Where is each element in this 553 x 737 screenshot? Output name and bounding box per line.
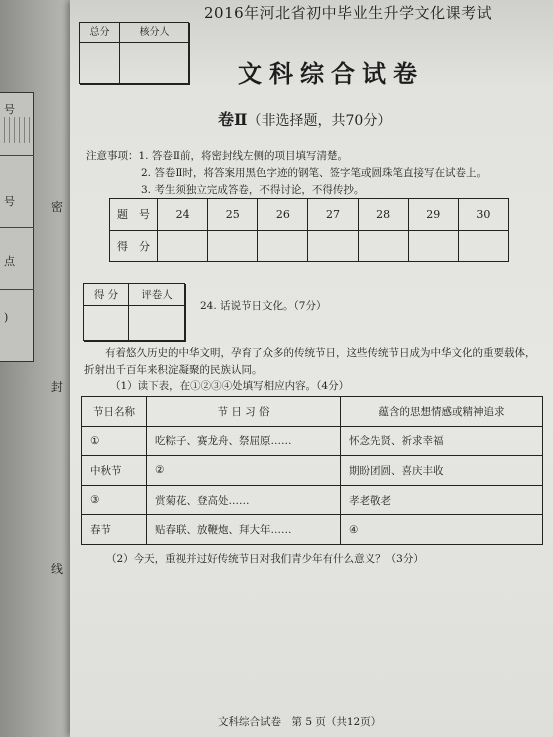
question-number: 30: [458, 199, 508, 231]
score-cell[interactable]: [208, 230, 258, 262]
question-number: 26: [258, 199, 308, 231]
strip-hatch: [4, 117, 30, 143]
strip-char: 号: [4, 103, 15, 116]
score-label: 得 分: [84, 284, 129, 306]
strip-rule: [0, 155, 34, 156]
score-cell[interactable]: [408, 230, 458, 262]
total-score-label: 总分: [80, 23, 120, 43]
question-number-label: 题 号: [110, 199, 158, 231]
score-cell[interactable]: [358, 230, 408, 262]
seal-line-char: 密: [51, 200, 64, 214]
table-header: 蕴含的思想情感或精神追求: [341, 397, 543, 427]
score-cell[interactable]: [458, 230, 508, 262]
question-grader-box: [83, 283, 185, 341]
score-label: 得 分: [110, 230, 158, 262]
table-cell: 期盼团圆、喜庆丰收: [341, 456, 543, 486]
blank-cell[interactable]: ③: [82, 485, 147, 515]
question-number: 28: [358, 199, 408, 231]
question-number: 27: [308, 199, 358, 231]
table-row: [82, 515, 543, 545]
strip-char: 号: [4, 195, 15, 208]
student-info-box: [0, 92, 34, 362]
table-cell: 怀念先贤、祈求幸福: [341, 426, 543, 456]
strip-rule: [0, 227, 34, 228]
exam-page: [70, 0, 553, 737]
volume-title: [218, 107, 391, 130]
table-cell: 吃粽子、赛龙舟、祭屈原……: [147, 426, 341, 456]
grader-label: 评卷人: [129, 284, 186, 306]
checker-label: 核分人: [120, 23, 190, 43]
question-title: 24. 话说节日文化。（7分）: [200, 300, 327, 312]
table-row: [82, 456, 543, 486]
score-cell[interactable]: [158, 230, 208, 262]
checker-cell[interactable]: [120, 43, 190, 85]
table-cell: 春节: [82, 515, 147, 545]
instruction-item: 3. 考生须独立完成答卷，不得讨论，不得传抄。: [141, 184, 365, 196]
strip-char: ): [4, 311, 9, 324]
page-footer: 文科综合试卷 第 5 页（共12页）: [218, 716, 382, 728]
question-number: 25: [208, 199, 258, 231]
score-cell[interactable]: [84, 306, 129, 342]
table-row: [82, 426, 543, 456]
score-cell[interactable]: [308, 230, 358, 262]
table-header: 节 日 习 俗: [147, 397, 341, 427]
question-paragraph: 有着悠久历史的中华文明，孕育了众多的传统节日，这些传统节日成为中华文化的重要载体，折射出千百年来积淀凝聚的民族认同。: [84, 347, 536, 376]
score-cell[interactable]: [258, 230, 308, 262]
adjacent-page-strip: [0, 0, 72, 737]
total-score-box: [79, 22, 189, 84]
strip-char: 点: [4, 255, 15, 268]
instructions: [86, 148, 487, 199]
blank-cell[interactable]: ①: [82, 426, 147, 456]
table-cell: 赏菊花、登高处……: [147, 485, 341, 515]
grader-cell[interactable]: [129, 306, 186, 342]
sub-question-2: （2）今天，重视并过好传统节日对我们青少年有什么意义？（3分）: [106, 553, 424, 565]
instruction-item: 1. 答卷Ⅱ前，将密封线左侧的项目填写清楚。: [138, 150, 348, 162]
instruction-item: 2. 答卷Ⅱ时，将答案用黑色字迹的钢笔、签字笔或圆珠笔直接写在试卷上。: [141, 167, 487, 179]
table-cell: 贴春联、放鞭炮、拜大年……: [147, 515, 341, 545]
table-cell: 中秋节: [82, 456, 147, 486]
volume-label: 卷Ⅱ: [218, 110, 248, 129]
table-header: 节日名称: [82, 397, 147, 427]
question-number: 29: [408, 199, 458, 231]
blank-cell[interactable]: ②: [147, 456, 341, 486]
total-score-cell[interactable]: [80, 43, 120, 85]
exam-title: 2016年河北省初中毕业生升学文化课考试: [204, 4, 493, 22]
volume-note: （非选择题，共70分）: [247, 113, 392, 129]
instructions-lead: 注意事项：: [86, 150, 139, 162]
seal-line-char: 线: [51, 562, 64, 576]
sub-question-1: （1）读下表，在①②③④处填写相应内容。（4分）: [110, 380, 350, 392]
strip-rule: [0, 289, 34, 290]
page-title: 文科综合试卷: [238, 59, 424, 88]
table-row: [82, 485, 543, 515]
blank-cell[interactable]: ④: [341, 515, 543, 545]
festival-table: [81, 396, 543, 545]
question-number: 24: [158, 199, 208, 231]
seal-line-char: 封: [51, 380, 64, 394]
question-score-table: [109, 198, 509, 262]
table-cell: 孝老敬老: [341, 485, 543, 515]
